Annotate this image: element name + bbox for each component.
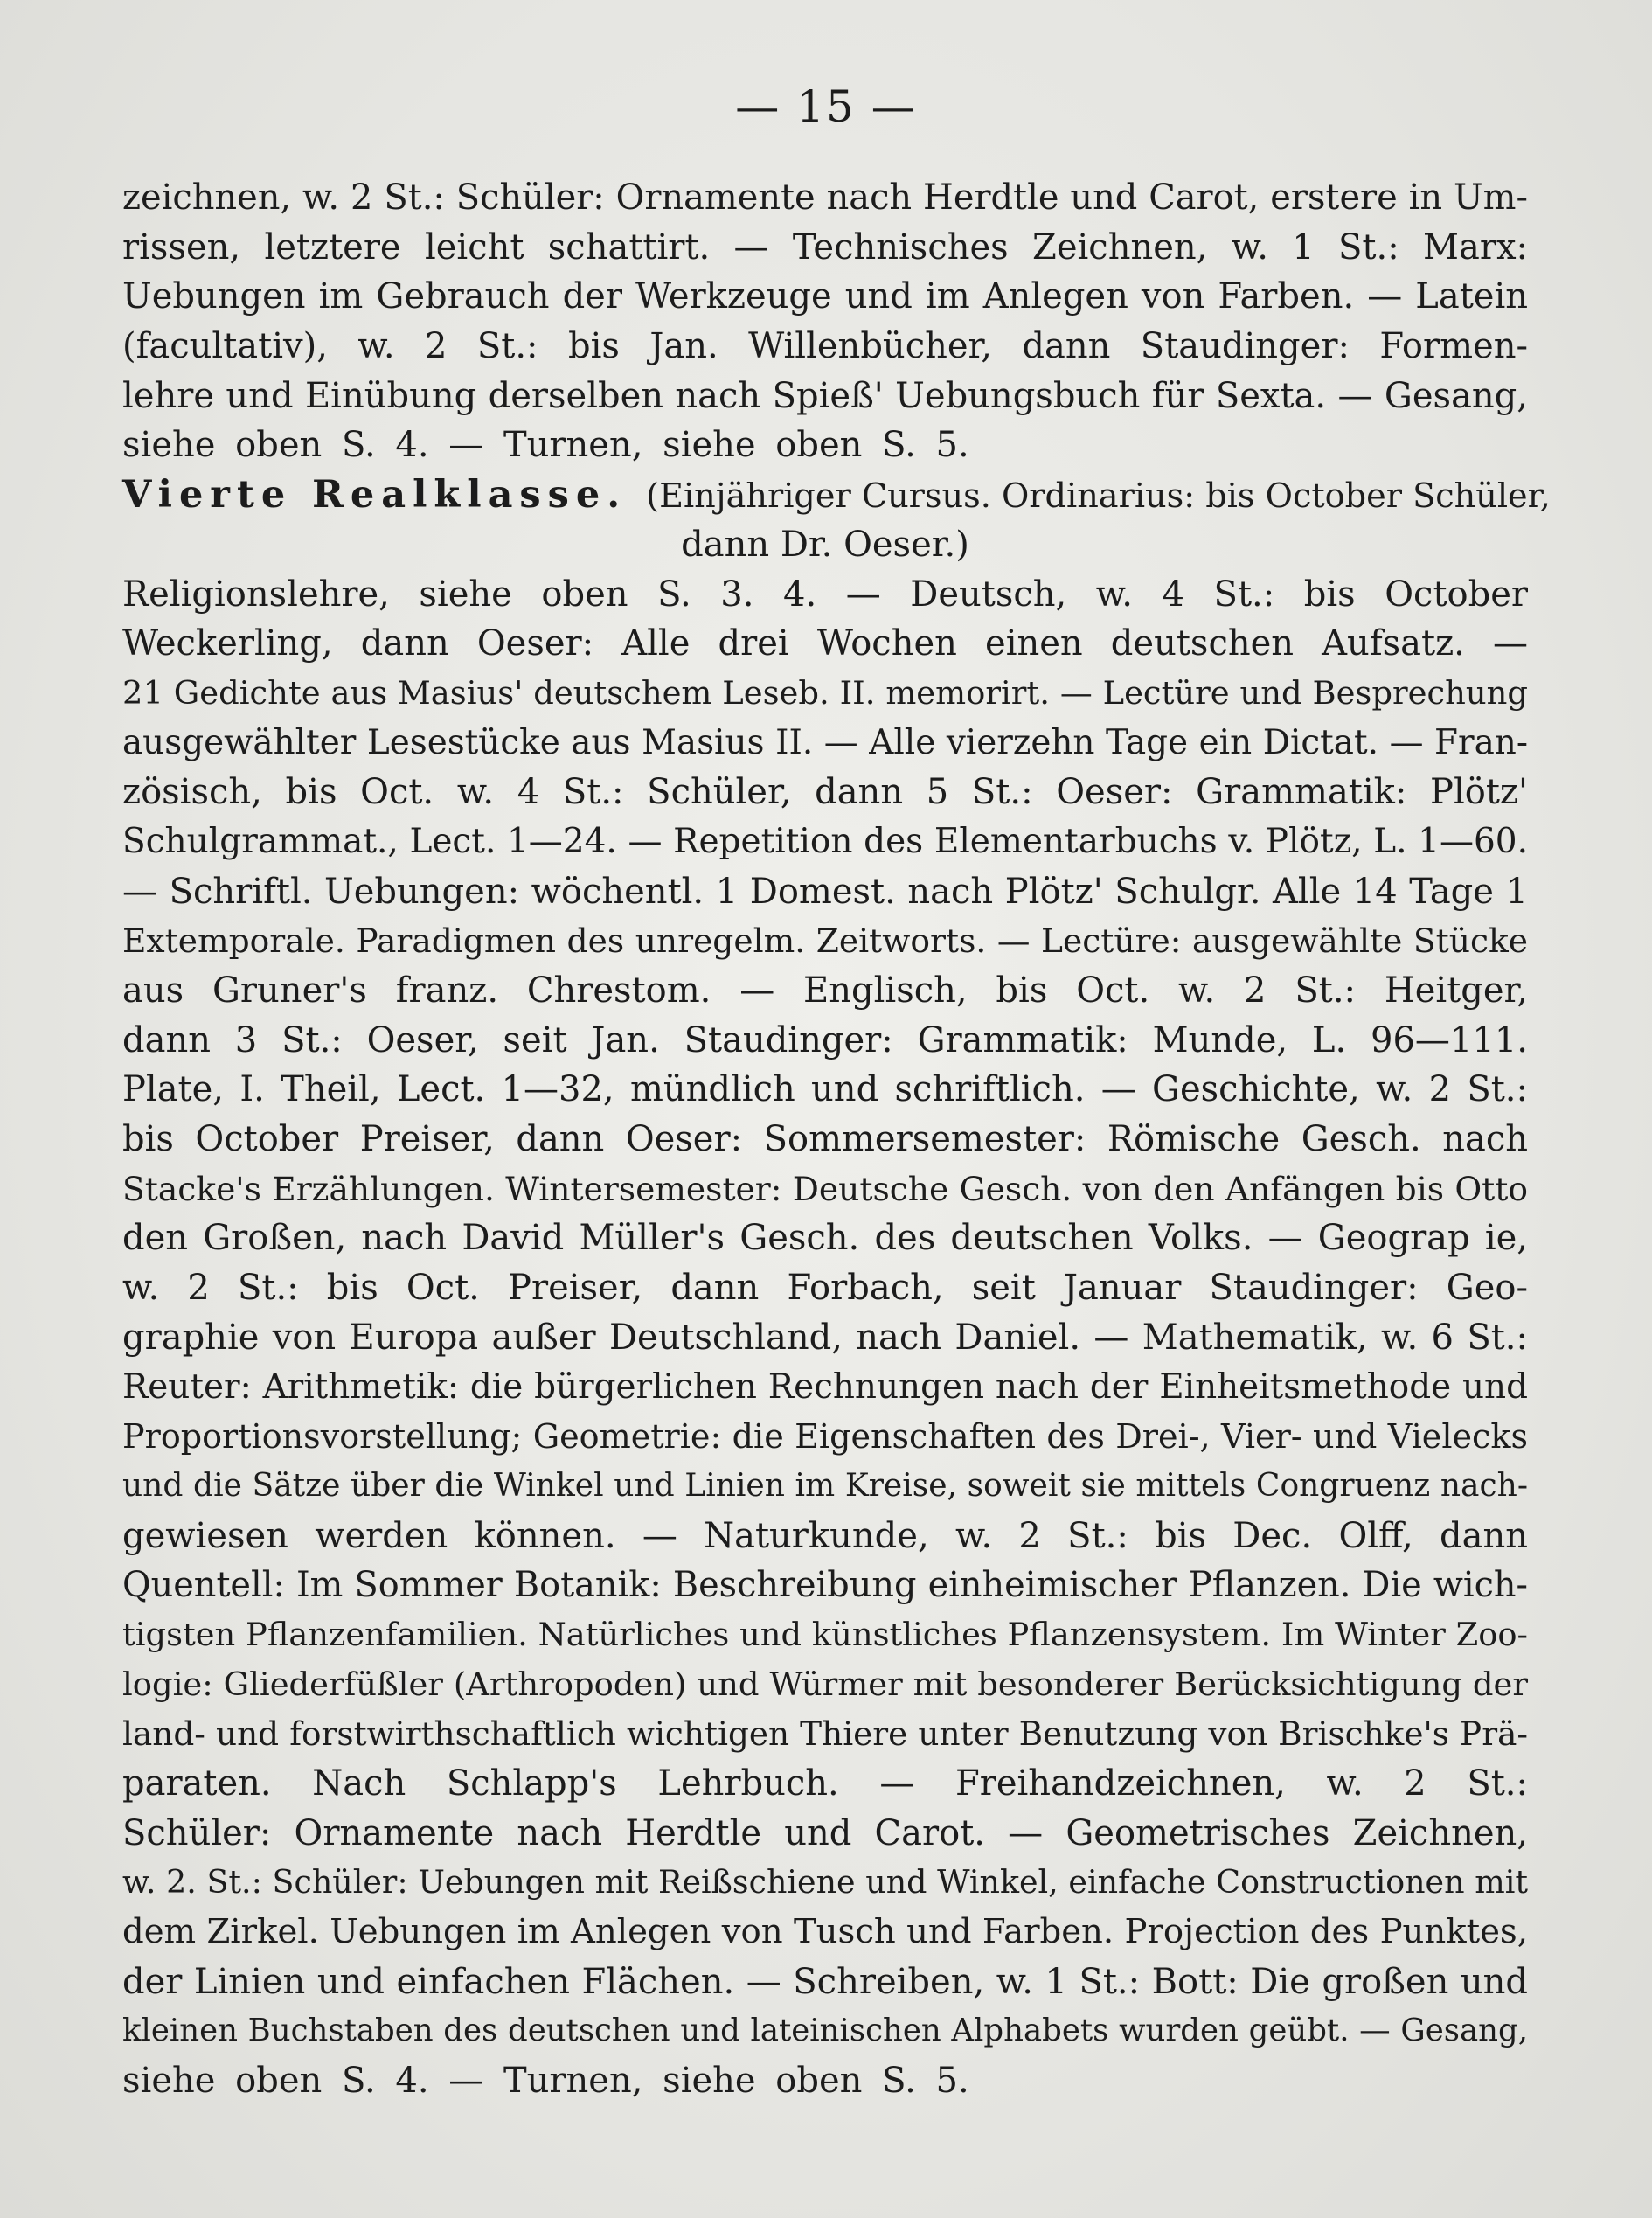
text-line-content: bis October Preiser, dann Oeser: Sommersemester: Römische Gesch. nach xyxy=(122,1119,1528,1160)
text-line-content: (facultativ), w. 2 St.: bis Jan. Willenbücher, dann Staudinger: Formen- xyxy=(122,326,1528,367)
text-line xyxy=(122,520,1528,570)
text-line xyxy=(122,619,1528,669)
text-line xyxy=(122,1610,1528,1660)
text-line-content: zösisch, bis Oct. w. 4 St.: Schüler, dann 5 St.: Oeser: Grammatik: Plötz' xyxy=(122,772,1528,813)
text-line-content: Religionslehre, siehe oben S. 3. 4. — Deutsch, w. 4 St.: bis October xyxy=(122,574,1528,615)
text-line-content: und die Sätze über die Winkel und Linien im Kreise, soweit sie mittels Congruenz nach- xyxy=(122,1467,1528,1504)
text-line xyxy=(122,719,1528,768)
text-line-content: siehe oben S. 4. — Turnen, siehe oben S. 5. xyxy=(122,425,969,466)
text-line xyxy=(122,1709,1528,1759)
text-line-content: tigsten Pflanzenfamilien. Natürliches und künstliches Pflanzensystem. Im Winter Zoo- xyxy=(122,1615,1528,1653)
text-line xyxy=(122,1809,1528,1859)
text-line-content: w. 2. St.: Schüler: Uebungen mit Reißschiene und Winkel, einfache Constructionen mit xyxy=(122,1863,1528,1902)
section-heading-line xyxy=(122,470,1551,520)
text-line xyxy=(122,1908,1528,1957)
text-line xyxy=(122,669,1528,719)
text-line-content: Quentell: Im Sommer Botanik: Beschreibung einheimischer Pflanzen. Die wich- xyxy=(122,1565,1528,1606)
text-line xyxy=(122,1858,1528,1908)
text-line-content: siehe oben S. 4. — Turnen, siehe oben S. 5. xyxy=(122,2061,969,2102)
text-line xyxy=(122,916,1528,966)
text-line xyxy=(122,2006,1528,2056)
text-line xyxy=(122,1660,1528,1710)
text-line-content: paraten. Nach Schlapp's Lehrbuch. — Freihandzeichnen, w. 2 St.: xyxy=(122,1763,1528,1804)
text-line xyxy=(122,1412,1528,1462)
text-line xyxy=(122,272,1528,322)
text-line-content: Weckerling, dann Oeser: Alle drei Wochen einen deutschen Aufsatz. — xyxy=(122,623,1528,664)
page-number: — 15 — xyxy=(735,81,917,132)
text-line-content: Stacke's Erzählungen. Wintersemester: Deutsche Gesch. von den Anfängen bis Otto xyxy=(122,1169,1528,1208)
text-line xyxy=(122,817,1528,867)
text-line-content: dem Zirkel. Uebungen im Anlegen von Tusch und Farben. Projection des Punktes, xyxy=(122,1912,1528,1952)
text-line xyxy=(122,1313,1528,1363)
text-line-content: dann Dr. Oeser.) xyxy=(681,524,969,565)
text-line xyxy=(122,1213,1528,1263)
text-line-content: Plate, I. Theil, Lect. 1—32, mündlich und schriftlich. — Geschichte, w. 2 St.: xyxy=(122,1069,1528,1110)
text-line xyxy=(122,1759,1528,1809)
text-line xyxy=(122,570,1528,620)
text-line-content: land- und forstwirthschaftlich wichtigen Thiere unter Benutzung von Brischke's Prä- xyxy=(122,1714,1528,1754)
text-line-content: den Großen, nach David Müller's Gesch. des deutschen Volks. — Geograp ie, xyxy=(122,1218,1528,1259)
text-line xyxy=(122,1561,1528,1610)
text-line xyxy=(122,1957,1528,2007)
text-line-content: Uebungen im Gebrauch der Werkzeuge und im Anlegen von Farben. — Latein xyxy=(122,276,1528,317)
text-line-content: gewiesen werden können. — Naturkunde, w. 2 St.: bis Dec. Olff, dann xyxy=(122,1515,1528,1556)
text-line-content: — Schriftl. Uebungen: wöchentl. 1 Domest. nach Plötz' Schulgr. Alle 14 Tage 1 xyxy=(122,871,1528,912)
text-line-content: ausgewählter Lesestücke aus Masius II. — Alle vierzehn Tage ein Dictat. — Fran- xyxy=(122,722,1528,762)
text-line-content: Schulgrammat., Lect. 1—24. — Repetition des Elementarbuchs v. Plötz, L. 1—60. xyxy=(122,821,1528,861)
text-line-content: Reuter: Arithmetik: die bürgerlichen Rechnungen nach der Einheitsmethode und xyxy=(122,1366,1528,1407)
text-line xyxy=(122,1363,1528,1413)
text-line-content: rissen, letztere leicht schattirt. — Technisches Zeichnen, w. 1 St.: Marx: xyxy=(122,226,1528,268)
text-line-content: logie: Gliederfüßler (Arthropoden) und Würmer mit besonderer Berücksichtigung der xyxy=(122,1665,1528,1703)
body-text xyxy=(122,173,1551,2106)
text-line xyxy=(122,867,1528,917)
text-line xyxy=(122,1165,1528,1214)
text-line-content: aus Gruner's franz. Chrestom. — Englisch, bis Oct. w. 2 St.: Heitger, xyxy=(122,970,1528,1011)
text-line-content: graphie von Europa außer Deutschland, nach Daniel. — Mathematik, w. 6 St.: xyxy=(122,1317,1528,1358)
text-line xyxy=(122,1016,1528,1066)
text-line-content: der Linien und einfachen Flächen. — Schreiben, w. 1 St.: Bott: Die großen und xyxy=(122,1961,1528,2002)
text-line xyxy=(122,173,1528,223)
text-line xyxy=(122,1263,1528,1313)
text-line xyxy=(122,322,1528,372)
text-line xyxy=(122,2056,1528,2106)
text-line xyxy=(122,1462,1528,1512)
section-heading: Vierte Realklasse. xyxy=(122,473,628,518)
text-line-content: 21 Gedichte aus Masius' deutschem Leseb. II. memorirt. — Lectüre und Besprechung xyxy=(122,673,1528,712)
text-line-content: Proportionsvorstellung; Geometrie: die Eigenschaften des Drei-, Vier- und Vielecks xyxy=(122,1417,1528,1457)
text-line-content: Extemporale. Paradigmen des unregelm. Zeitworts. — Lectüre: ausgewählte Stücke xyxy=(122,921,1528,961)
text-line xyxy=(122,1065,1528,1115)
text-line-content: (Einjähriger Cursus. Ordinarius: bis October Schüler, xyxy=(646,477,1551,517)
text-line-content: kleinen Buchstaben des deutschen und lateinischen Alphabets wurden geübt. — Gesang, xyxy=(122,2013,1528,2049)
text-line xyxy=(122,1512,1528,1561)
text-line-content: lehre und Einübung derselben nach Spieß' Uebungsbuch für Sexta. — Gesang, xyxy=(122,375,1528,416)
text-line-content: dann 3 St.: Oeser, seit Jan. Staudinger: Grammatik: Munde, L. 96—111. xyxy=(122,1019,1528,1060)
text-line xyxy=(122,1115,1528,1165)
text-line-content: w. 2 St.: bis Oct. Preiser, dann Forbach, seit Januar Staudinger: Geo- xyxy=(122,1268,1528,1309)
text-line-content: zeichnen, w. 2 St.: Schüler: Ornamente nach Herdtle und Carot, erstere in Um- xyxy=(122,177,1528,218)
text-line xyxy=(122,421,1528,470)
text-line xyxy=(122,223,1528,273)
text-line-content: Schüler: Ornamente nach Herdtle und Carot. — Geometrisches Zeichnen, xyxy=(122,1812,1528,1853)
text-line xyxy=(122,966,1528,1016)
text-line xyxy=(122,768,1528,817)
text-line xyxy=(122,372,1528,421)
